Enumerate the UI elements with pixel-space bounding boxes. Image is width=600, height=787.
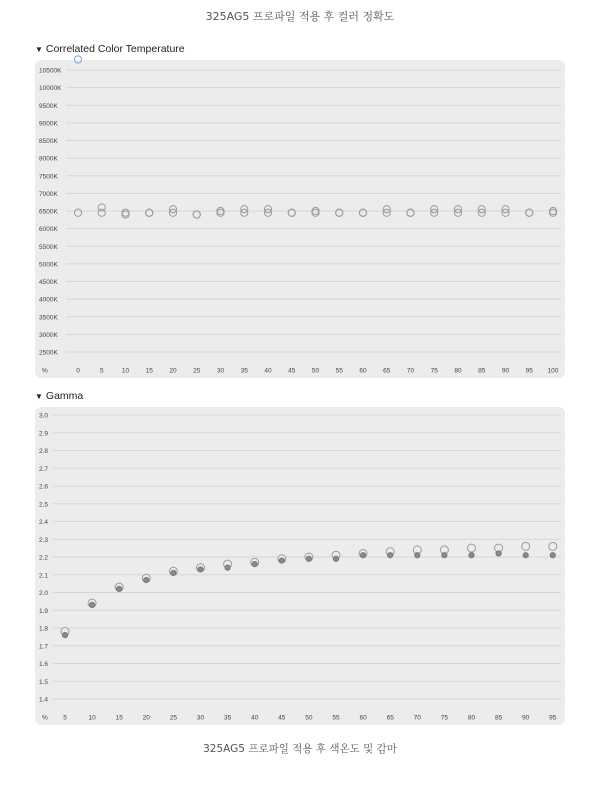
x-tick-label: 0 bbox=[76, 367, 80, 375]
y-tick-label: 5500K bbox=[39, 243, 58, 251]
cct-chart bbox=[35, 56, 565, 378]
y-tick-label: 7000K bbox=[39, 190, 58, 198]
x-tick-label: 65 bbox=[386, 714, 394, 722]
data-point bbox=[279, 558, 284, 563]
x-tick-label: 15 bbox=[115, 714, 123, 722]
page-caption: 325AG5 프로파일 적용 후 색온도 및 감마 bbox=[203, 743, 397, 755]
x-tick-label: 80 bbox=[454, 367, 462, 375]
cct-title-text: Correlated Color Temperature bbox=[45, 43, 185, 55]
x-tick-label: 75 bbox=[440, 714, 449, 722]
data-point bbox=[306, 556, 311, 561]
x-tick-label: 25 bbox=[169, 714, 178, 722]
x-tick-label: 45 bbox=[288, 367, 296, 375]
x-tick-label: 10 bbox=[121, 367, 130, 375]
y-tick-label: 4000K bbox=[39, 296, 58, 304]
y-tick-label: 3000K bbox=[39, 331, 58, 339]
y-tick-label: 1.4 bbox=[39, 696, 49, 704]
y-tick-label: 5000K bbox=[39, 261, 58, 269]
collapse-triangle-icon[interactable]: ▼ bbox=[35, 392, 43, 401]
x-tick-label: 65 bbox=[383, 367, 391, 375]
y-tick-label: 2.6 bbox=[39, 483, 49, 491]
y-tick-label: 1.9 bbox=[39, 607, 49, 615]
x-tick-label: 60 bbox=[359, 367, 367, 375]
y-tick-label: 2.9 bbox=[39, 430, 49, 438]
data-point bbox=[62, 633, 67, 638]
x-tick-label: 70 bbox=[406, 367, 415, 375]
y-tick-label: 2.7 bbox=[39, 465, 49, 473]
x-tick-label: 55 bbox=[332, 714, 340, 722]
x-tick-label: 30 bbox=[196, 714, 205, 722]
x-tick-label: 85 bbox=[494, 714, 503, 722]
x-tick-label: 95 bbox=[549, 714, 557, 722]
y-tick-label: 2.0 bbox=[39, 590, 49, 597]
y-tick-label: 9500K bbox=[39, 102, 58, 110]
x-tick-label: 80 bbox=[467, 714, 476, 722]
y-tick-label: 4500K bbox=[39, 279, 58, 286]
data-point bbox=[90, 602, 95, 607]
x-tick-label: 95 bbox=[525, 367, 533, 375]
data-point bbox=[469, 553, 474, 558]
data-point bbox=[117, 586, 122, 591]
x-tick-label: 15 bbox=[145, 367, 153, 375]
x-unit-label: % bbox=[42, 714, 48, 722]
y-tick-label: 2.5 bbox=[39, 501, 49, 509]
x-tick-label: 75 bbox=[430, 367, 438, 375]
x-tick-label: 20 bbox=[169, 367, 177, 375]
data-point bbox=[388, 553, 393, 558]
y-tick-label: 10000K bbox=[39, 85, 62, 93]
data-point bbox=[442, 553, 447, 558]
data-point bbox=[144, 577, 149, 582]
y-tick-label: 1.6 bbox=[39, 661, 49, 668]
y-tick-label: 6000K bbox=[39, 226, 58, 234]
x-tick-label: 50 bbox=[311, 367, 320, 375]
data-point bbox=[333, 556, 338, 561]
collapse-triangle-icon[interactable]: ▼ bbox=[35, 45, 43, 54]
y-tick-label: 7500K bbox=[39, 173, 58, 181]
plot-panel bbox=[35, 60, 565, 378]
data-point bbox=[225, 565, 230, 570]
data-point bbox=[252, 562, 257, 567]
x-tick-label: 40 bbox=[264, 367, 272, 375]
y-tick-label: 8500K bbox=[39, 138, 58, 145]
x-tick-label: 55 bbox=[335, 367, 343, 375]
x-tick-label: 40 bbox=[251, 714, 259, 722]
data-point bbox=[550, 553, 555, 558]
y-tick-label: 2500K bbox=[39, 349, 58, 357]
y-tick-label: 8000K bbox=[39, 155, 58, 163]
data-point bbox=[549, 542, 557, 550]
x-tick-label: 5 bbox=[99, 367, 104, 375]
data-point bbox=[361, 553, 366, 558]
x-tick-label: 5 bbox=[63, 714, 67, 722]
x-tick-label: 90 bbox=[522, 714, 530, 722]
data-point bbox=[198, 567, 203, 572]
y-tick-label: 2.8 bbox=[39, 448, 49, 455]
data-point bbox=[522, 542, 530, 550]
data-point bbox=[496, 551, 501, 556]
y-tick-label: 9000K bbox=[39, 120, 58, 128]
y-tick-label: 10500K bbox=[39, 67, 62, 75]
y-tick-label: 1.5 bbox=[39, 678, 49, 686]
x-tick-label: 85 bbox=[478, 367, 486, 375]
y-tick-label: 1.7 bbox=[39, 643, 49, 651]
data-point bbox=[171, 570, 176, 575]
x-tick-label: 20 bbox=[142, 714, 150, 722]
x-tick-label: 25 bbox=[193, 367, 201, 375]
y-tick-label: 2.3 bbox=[39, 536, 49, 544]
x-tick-label: 45 bbox=[278, 714, 286, 722]
x-tick-label: 35 bbox=[223, 714, 232, 722]
y-tick-label: 3.0 bbox=[39, 412, 49, 420]
data-point bbox=[415, 553, 420, 558]
x-tick-label: 100 bbox=[547, 367, 559, 375]
data-point bbox=[523, 553, 528, 558]
x-tick-label: 90 bbox=[501, 367, 510, 375]
x-tick-label: 30 bbox=[216, 367, 225, 375]
x-tick-label: 50 bbox=[305, 714, 313, 722]
x-tick-label: 10 bbox=[88, 714, 96, 722]
x-tick-label: 70 bbox=[413, 714, 421, 722]
y-tick-label: 1.8 bbox=[39, 625, 49, 633]
page-title: 325AG5 프로파일 적용 후 컬러 정확도 bbox=[205, 10, 395, 23]
data-point bbox=[468, 544, 476, 552]
y-tick-label: 2.4 bbox=[39, 519, 49, 526]
x-unit-label: % bbox=[42, 367, 48, 375]
gamma-chart bbox=[35, 407, 565, 725]
y-tick-label: 3500K bbox=[39, 314, 58, 322]
gamma-title-text: Gamma bbox=[45, 390, 84, 402]
y-tick-label: 6500K bbox=[39, 208, 58, 216]
y-tick-label: 2.1 bbox=[39, 572, 49, 580]
y-tick-label: 2.2 bbox=[39, 554, 49, 562]
plot-panel bbox=[35, 407, 565, 725]
x-tick-label: 60 bbox=[359, 714, 367, 722]
x-tick-label: 35 bbox=[240, 367, 248, 375]
